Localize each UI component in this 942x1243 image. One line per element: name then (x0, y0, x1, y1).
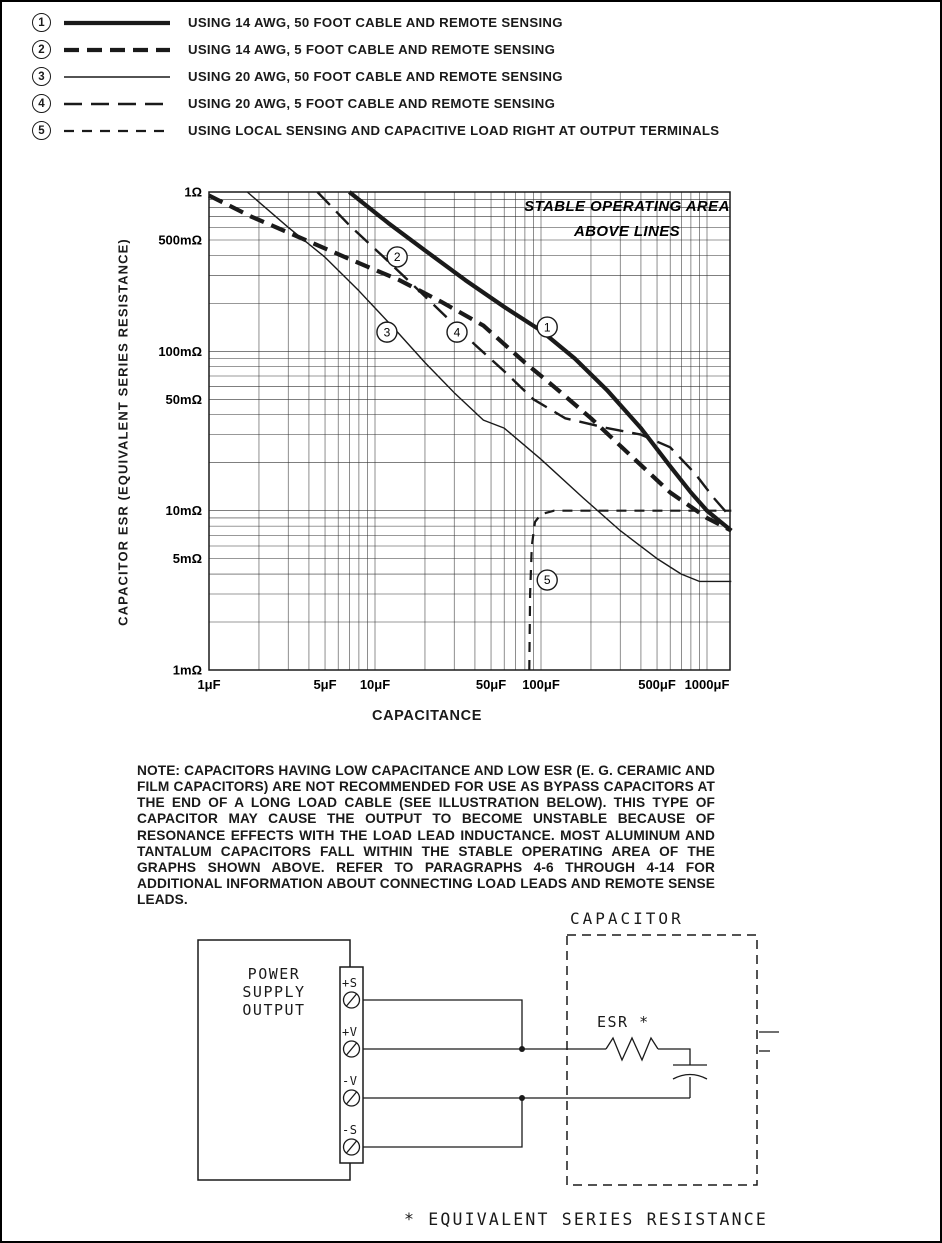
x-tick-label: 1000μF (684, 677, 730, 692)
legend-number-badge: 1 (32, 13, 51, 32)
capacitor-box-label: CAPACITOR (570, 909, 684, 928)
legend-item-label: USING LOCAL SENSING AND CAPACITIVE LOAD RIGHT AT OUTPUT TERMINALS (188, 123, 720, 138)
legend-line-sample-icon (62, 71, 172, 83)
legend-line-sample-icon (62, 125, 172, 137)
junction-dot (519, 1046, 525, 1052)
minus-sense-wire (363, 1098, 522, 1147)
legend-item-4 (32, 90, 719, 117)
legend-item-label: USING 20 AWG, 5 FOOT CABLE AND REMOTE SENSING (188, 96, 556, 111)
power-supply-label-line2: SUPPLY (242, 983, 306, 1001)
y-tick-label: 1mΩ (172, 662, 202, 678)
esr-capacitance-chart (102, 180, 752, 695)
x-tick-label: 100μF (522, 677, 560, 692)
curve-marker-1 (537, 317, 557, 337)
x-tick-label: 5μF (313, 677, 337, 692)
terminal-label-plus-s: +S (342, 976, 358, 990)
legend-item-2 (32, 36, 719, 63)
y-tick-label: 50mΩ (165, 391, 202, 407)
legend-line-sample-icon (62, 17, 172, 29)
terminal-label-minus-s: -S (342, 1123, 358, 1137)
legend-item-label: USING 20 AWG, 50 FOOT CABLE AND REMOTE SENSING (188, 69, 563, 84)
x-tick-label: 500μF (638, 677, 676, 692)
curve-marker-5 (537, 570, 557, 590)
stable-area-annotation: STABLE OPERATING AREA (524, 198, 730, 215)
x-tick-label: 50μF (475, 677, 507, 692)
plot-frame (209, 192, 730, 670)
legend-item-label: USING 14 AWG, 50 FOOT CABLE AND REMOTE SENSING (188, 15, 563, 30)
y-tick-label: 5mΩ (172, 551, 202, 567)
y-tick-label: 500mΩ (158, 232, 202, 248)
legend-line-sample-icon (62, 98, 172, 110)
x-axis-label: CAPACITANCE (372, 708, 482, 724)
x-tick-label: 10μF (359, 677, 391, 692)
y-tick-label: 10mΩ (165, 503, 202, 519)
legend-item-1 (32, 9, 719, 36)
y-tick-label: 1Ω (184, 184, 202, 200)
power-supply-label-line1: POWER (247, 965, 301, 983)
terminal-label-plus-v: +V (342, 1025, 358, 1039)
capacitor-dashed-box (567, 935, 757, 1185)
junction-dot (519, 1095, 525, 1101)
svg-text:5: 5 (543, 573, 551, 588)
curve-2 (209, 196, 731, 531)
note-text: : CAPACITORS HAVING LOW CAPACITANCE AND LOW ESR (E. G. CERAMIC AND FILM CAPACITORS) ARE NOT RECOMMENDED FOR USE AS BYPASS CAPACITORS AT THE END OF A LONG LOAD CABLE (SEE ILLUSTRATION BELOW). THIS TYPE OF CAPACITOR MAY CAUSE THE OUTPUT TO BECOME UNSTABLE BECAUSE OF RESONANCE EFFECTS WITH THE LOAD LEAD INDUCTANCE. MOST ALUMINUM AND TANTALUM CAPACITORS FALL WITHIN THE STABLE OPERATING AREA OF THE GRAPHS SHOWN ABOVE. REFER TO PARAGRAPHS 4-6 THROUGH 4-14 FOR ADDITIONAL INFORMATION ABOUT CONNECTING LOAD LEADS AND REMOTE SENSE LEADS. (137, 763, 715, 908)
svg-text:2: 2 (393, 250, 401, 265)
plus-sense-wire (363, 1000, 522, 1049)
legend-number-badge: 5 (32, 121, 51, 140)
legend-number-badge: 3 (32, 67, 51, 86)
legend-item-3 (32, 63, 719, 90)
curve-4 (317, 192, 731, 518)
curve-1 (349, 192, 731, 531)
curve-legend (32, 9, 719, 144)
axis-ticks (158, 185, 729, 693)
y-axis-label: CAPACITOR ESR (EQUIVALENT SERIES RESISTANCE) (115, 238, 131, 626)
note-paragraph (137, 763, 715, 908)
legend-item-label: USING 14 AWG, 5 FOOT CABLE AND REMOTE SENSING (188, 42, 556, 57)
svg-text:3: 3 (383, 325, 391, 340)
legend-number-badge: 2 (32, 40, 51, 59)
chart-grid (209, 192, 730, 670)
footnote-caption: * EQUIVALENT SERIES RESISTANCE (404, 1210, 769, 1229)
legend-item-5 (32, 117, 719, 144)
power-supply-label-line3: OUTPUT (242, 1001, 306, 1019)
x-tick-label: 1μF (197, 677, 221, 692)
legend-line-sample-icon (62, 44, 172, 56)
curve-marker-3 (377, 322, 397, 342)
curve-5 (529, 511, 731, 670)
terminal-label-minus-v: -V (342, 1074, 358, 1088)
wiring-diagram (2, 897, 942, 1212)
curve-marker-4 (447, 322, 467, 342)
legend-number-badge: 4 (32, 94, 51, 113)
svg-text:1: 1 (543, 320, 551, 335)
svg-text:4: 4 (453, 325, 461, 340)
curve-marker-2 (387, 247, 407, 267)
note-label: NOTE (137, 763, 176, 778)
y-tick-label: 100mΩ (158, 343, 202, 359)
resistor-icon (606, 1038, 658, 1060)
chart-series (209, 192, 731, 670)
esr-label: ESR * (597, 1013, 650, 1031)
wire-to-capacitor (658, 1049, 690, 1065)
stable-area-annotation: ABOVE LINES (573, 223, 681, 240)
